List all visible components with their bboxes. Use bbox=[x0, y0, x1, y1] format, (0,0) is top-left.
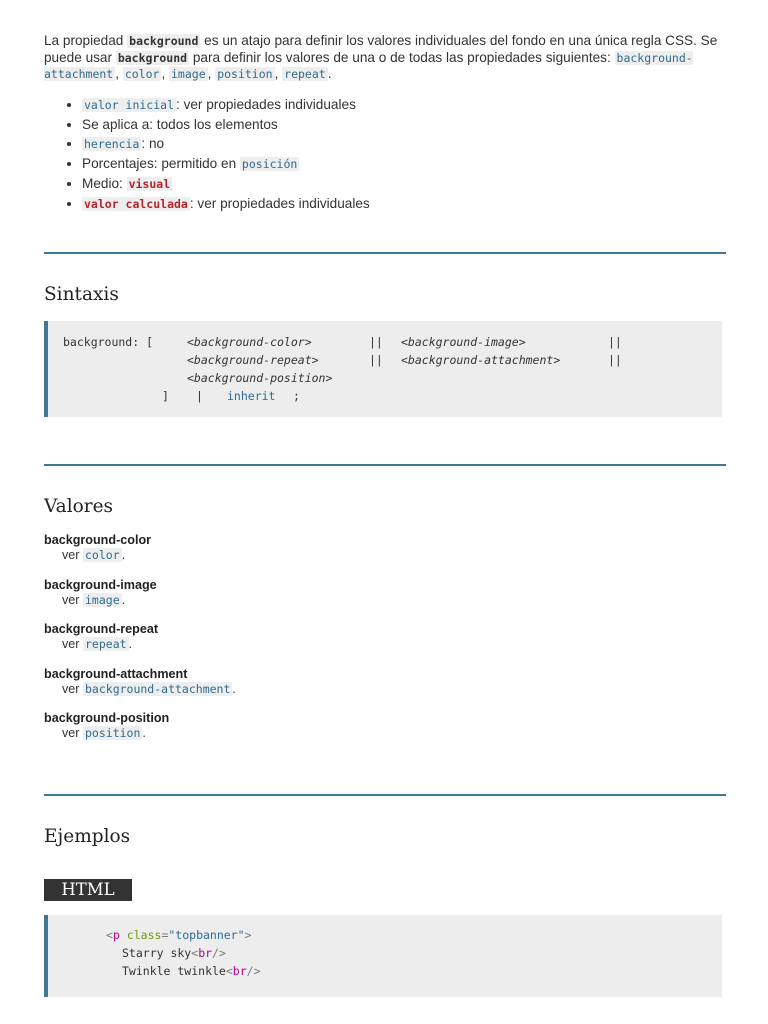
value-description: ver position . bbox=[62, 726, 146, 740]
section-divider bbox=[44, 252, 726, 254]
value-description: ver image . bbox=[62, 592, 126, 607]
link-position[interactable]: position bbox=[217, 67, 273, 81]
value-term: background-position bbox=[44, 711, 170, 725]
html-code-block bbox=[44, 915, 722, 997]
list-item: • herencia : no bbox=[82, 134, 726, 154]
list-item: • Se aplica a: todos los elementos bbox=[82, 115, 726, 134]
intro-paragraph: La propiedad background es un atajo para definir los valores individuales del fondo en una única regla CSS. Se puede usar background para definir los valores de una o de todas las propiedades siguientes: background-attachment , color , image , position , repeat . bbox=[44, 33, 718, 81]
heading-ejemplos: Ejemplos bbox=[44, 826, 131, 847]
section-divider bbox=[44, 464, 726, 466]
article-content bbox=[44, 0, 726, 978]
code-line: <p class="topbanner"> bbox=[106, 928, 252, 942]
link-image[interactable]: image bbox=[85, 592, 120, 607]
list-item: • valor calculada : ver propiedades individuales bbox=[82, 194, 726, 214]
list-item: • valor inicial : ver propiedades individuales bbox=[82, 95, 726, 115]
link-position[interactable]: position bbox=[85, 726, 141, 740]
value-term: background-attachment bbox=[44, 666, 188, 681]
link-background-attachment[interactable]: background-attachment bbox=[85, 681, 231, 696]
link-herencia[interactable]: herencia bbox=[84, 136, 140, 151]
link-posicion[interactable]: posición bbox=[241, 156, 298, 171]
code-background-2: background bbox=[117, 50, 188, 65]
link-background-attachment[interactable]: background-attachment bbox=[44, 50, 693, 81]
list-item: • Medio: visual bbox=[82, 174, 726, 194]
heading-sintaxis: Sintaxis bbox=[44, 284, 119, 305]
code-line: Twinkle twinkle<br/> bbox=[122, 964, 261, 978]
value-term: background-repeat bbox=[44, 622, 159, 636]
section-divider bbox=[44, 794, 726, 796]
value-description: ver repeat . bbox=[62, 637, 133, 651]
property-summary-list bbox=[44, 95, 726, 214]
values-list bbox=[44, 533, 236, 756]
value-term: background-color bbox=[44, 533, 152, 547]
value-description: ver color . bbox=[62, 548, 126, 562]
value-term: background-image bbox=[44, 577, 157, 592]
code-line: Starry sky<br/> bbox=[122, 946, 226, 960]
link-image[interactable]: image bbox=[171, 67, 206, 81]
link-valor-calculada[interactable]: valor calculada bbox=[84, 196, 188, 211]
link-repeat[interactable]: repeat bbox=[284, 67, 326, 81]
link-color[interactable]: color bbox=[85, 548, 120, 562]
heading-valores: Valores bbox=[44, 496, 114, 517]
value-description: ver background-attachment . bbox=[62, 681, 236, 696]
link-inherit[interactable]: inherit bbox=[227, 389, 276, 403]
link-color[interactable]: color bbox=[124, 67, 160, 81]
link-visual[interactable]: visual bbox=[128, 176, 171, 191]
list-item: • Porcentajes: permitido en posición bbox=[82, 154, 726, 174]
html-example-badge: HTML bbox=[44, 879, 132, 901]
link-repeat[interactable]: repeat bbox=[85, 637, 127, 651]
syntax-code-block: background: [ <background-color> || <background-image> || <background-repeat> || <background-attachment> || <background-position> ] | inherit ; bbox=[44, 321, 722, 417]
link-valor-inicial[interactable]: valor inicial bbox=[84, 97, 175, 112]
code-background: background bbox=[129, 34, 199, 48]
